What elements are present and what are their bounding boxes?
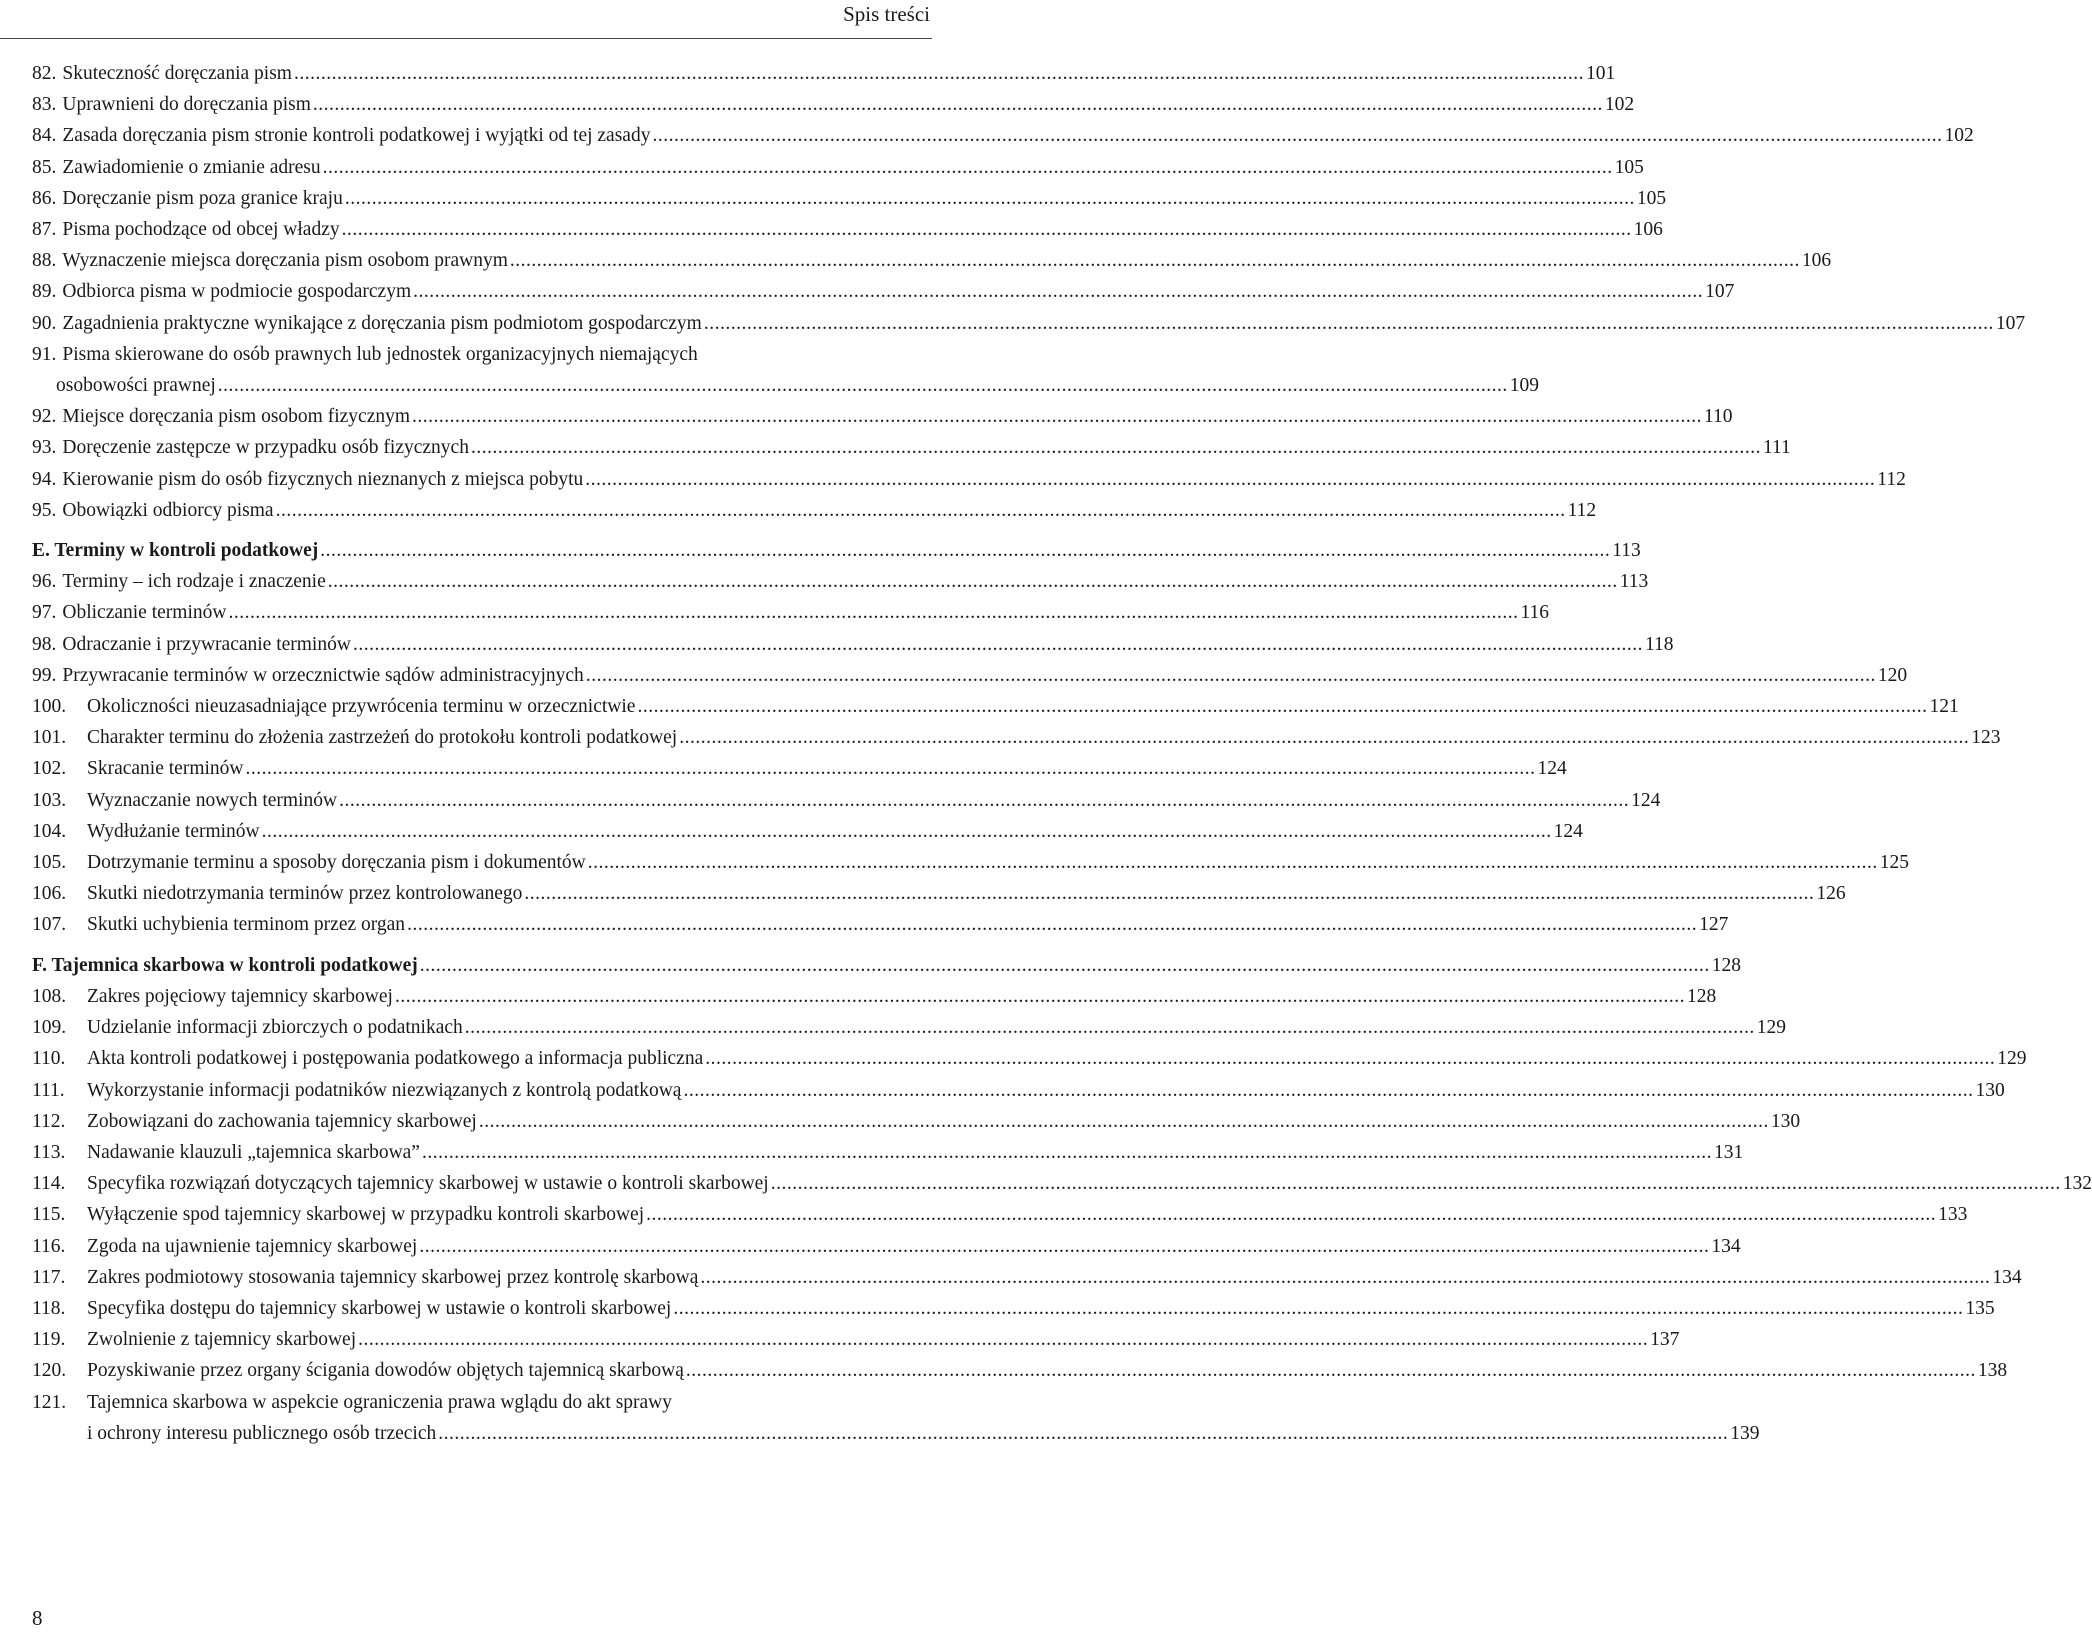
toc-entry[interactable] <box>32 308 2026 339</box>
toc-entry[interactable] <box>32 401 1733 432</box>
toc-entry-title: Miejsce doręczania pism osobom fizycznym <box>62 406 411 428</box>
toc-entry-page: 130 <box>1975 1079 2005 1101</box>
toc-entry-page: 107 <box>1705 281 1735 303</box>
toc-entry[interactable] <box>32 597 1549 628</box>
toc-entry-title: Specyfika dostępu do tajemnicy skarbowej w ustawie o kontroli skarbowej <box>87 1297 672 1319</box>
toc-entry-title: Odbiorca pisma w podmiocie gospodarczym <box>62 281 412 303</box>
toc-entry[interactable] <box>32 1293 1995 1324</box>
toc-section-page: 128 <box>1711 954 1741 976</box>
running-header <box>0 0 932 39</box>
toc-entry[interactable] <box>32 1324 1680 1355</box>
toc-entry-number: 110. <box>32 1048 66 1070</box>
leader-dots <box>679 722 1969 753</box>
toc-entry-page: 135 <box>1965 1297 1995 1319</box>
page-number: 8 <box>32 1606 43 1630</box>
toc-entry-page: 106 <box>1801 250 1832 272</box>
toc-entry-title: Kierowanie pism do osób fizycznych nieznanych z miejsca pobytu <box>62 468 584 490</box>
toc-entry[interactable] <box>32 276 1735 307</box>
toc-entry-title: Zasada doręczania pism stronie kontroli podatkowej i wyjątki od tej zasady <box>62 125 651 147</box>
toc-entry-number: 96. <box>32 571 57 593</box>
toc-entry-number: 109. <box>32 1017 67 1039</box>
toc-entry[interactable] <box>32 183 1667 214</box>
toc-entry[interactable] <box>32 722 2001 753</box>
toc-entry-title: Zwolnienie z tajemnicy skarbowej <box>87 1329 357 1351</box>
toc-entry-number: 100. <box>32 696 67 718</box>
toc-entry-number: 115. <box>32 1204 66 1226</box>
toc-entry[interactable] <box>32 660 1908 691</box>
leader-dots <box>342 214 1632 245</box>
toc-entry-number: 111. <box>32 1079 65 1101</box>
toc-entry[interactable] <box>32 152 1644 183</box>
toc-entry-title: Wyznaczanie nowych terminów <box>87 789 338 811</box>
toc-entry-title: Pisma skierowane do osób prawnych lub jednostek organizacyjnych niemających <box>62 343 698 365</box>
leader-dots <box>700 1262 1990 1293</box>
toc-entry[interactable] <box>32 1387 1760 1449</box>
toc-entry-number: 95. <box>32 499 57 521</box>
toc-entry-number: 82. <box>32 63 57 84</box>
toc-entry-title: Zakres pojęciowy tajemnicy skarbowej <box>87 985 393 1007</box>
toc-entry-title: Pisma pochodzące od obcej władzy <box>62 219 340 241</box>
leader-dots <box>395 981 1685 1012</box>
leader-dots <box>705 1043 1995 1074</box>
toc-entry[interactable] <box>32 1106 1801 1137</box>
toc-entry-page: 101 <box>1585 63 1616 84</box>
leader-dots <box>585 464 1875 495</box>
toc-entry-page: 120 <box>1877 664 1908 686</box>
toc-entry[interactable] <box>32 58 1616 89</box>
leader-dots <box>407 909 1697 940</box>
toc-entry[interactable] <box>32 214 1663 245</box>
toc-entry-number: 113. <box>32 1141 66 1163</box>
toc-section-title: E. Terminy w kontroli podatkowej <box>32 540 319 562</box>
leader-dots <box>673 1293 1963 1324</box>
toc-entry-page: 124 <box>1553 820 1583 842</box>
toc-entry-number: 112. <box>32 1110 66 1132</box>
toc-entry-page: 138 <box>1977 1360 2008 1382</box>
toc-entry-number: 114. <box>32 1173 66 1195</box>
toc-entry-title: Tajemnica skarbowa w aspekcie ograniczenia prawa wglądu do akt sprawy <box>87 1391 673 1413</box>
toc-entry-title: Akta kontroli podatkowej i postępowania podatkowego a informacja publiczna <box>87 1048 704 1070</box>
toc-entry-title: Specyfika rozwiązań dotyczących tajemnicy skarbowej w ustawie o kontroli skarbowej <box>87 1173 769 1195</box>
toc-entry[interactable] <box>32 432 1791 463</box>
leader-dots <box>328 566 1618 597</box>
leader-dots <box>465 1012 1755 1043</box>
toc-entry-title: Okoliczności nieuzasadniające przywrócenia terminu w orzecznictwie <box>87 696 636 718</box>
toc-entry-number: 121. <box>32 1391 67 1413</box>
leader-dots <box>413 276 1703 307</box>
leader-dots <box>313 89 1603 120</box>
toc-entry[interactable] <box>32 89 1635 120</box>
toc-section-page: 113 <box>1612 540 1641 562</box>
toc-entry-title: Obliczanie terminów <box>62 602 227 624</box>
toc-entry-page: 126 <box>1816 883 1846 905</box>
toc-entry-number: 103. <box>32 789 67 811</box>
leader-dots <box>637 691 1927 722</box>
toc-entry-number: 118. <box>32 1297 66 1319</box>
toc-entry[interactable] <box>32 981 1717 1012</box>
toc-entry[interactable] <box>32 464 1906 495</box>
toc-entry-page: 134 <box>1711 1235 1741 1257</box>
toc-entry-title-continued: osobowości prawnej <box>56 375 216 397</box>
leader-dots <box>471 432 1761 463</box>
toc-entry-page: 134 <box>1992 1266 2022 1288</box>
toc-entry-number: 91. <box>32 343 57 365</box>
leader-dots <box>358 1324 1648 1355</box>
leader-dots <box>228 597 1518 628</box>
toc-entry-title: Pozyskiwanie przez organy ścigania dowodów objętych tajemnicą skarbową <box>87 1360 684 1382</box>
toc-entry-number: 119. <box>32 1329 66 1351</box>
toc-entry-title: Skutki niedotrzymania terminów przez kontrolowanego <box>87 883 523 905</box>
toc-entry-title: Zakres podmiotowy stosowania tajemnicy skarbowej przez kontrolę skarbową <box>87 1266 699 1288</box>
leader-dots <box>420 950 1710 981</box>
leader-dots <box>320 535 1610 566</box>
toc-entry-page: 121 <box>1929 696 1959 718</box>
toc-entry-page: 132 <box>2062 1173 2092 1195</box>
leader-dots <box>652 120 1942 151</box>
leader-dots <box>646 1199 1936 1230</box>
toc-entry-page: 123 <box>1971 727 2001 749</box>
toc-entry[interactable] <box>32 629 1674 660</box>
toc-entry-title: Terminy – ich rodzaje i znaczenie <box>62 571 326 593</box>
toc-entry-number: 116. <box>32 1235 66 1257</box>
leader-dots <box>683 1075 1973 1106</box>
toc-entry[interactable] <box>32 1137 1744 1168</box>
toc-entry-number: 120. <box>32 1360 67 1382</box>
toc-entry[interactable] <box>32 847 1910 878</box>
toc-entry-number: 90. <box>32 312 57 334</box>
leader-dots <box>276 495 1566 526</box>
toc-entry-title: Udzielanie informacji zbiorczych o podatnikach <box>87 1017 463 1039</box>
leader-dots <box>438 1418 1728 1449</box>
leader-dots <box>479 1106 1769 1137</box>
toc-entry[interactable] <box>32 1262 2022 1293</box>
toc-entry-page: 128 <box>1686 985 1717 1007</box>
toc-entry-title: Wydłużanie terminów <box>87 820 260 842</box>
leader-dots <box>704 308 1994 339</box>
toc-entry-page: 109 <box>1509 375 1540 397</box>
toc-entry-page: 102 <box>1944 125 1974 147</box>
toc-entry-number: 108. <box>32 985 67 1007</box>
toc-entry-number: 106. <box>32 883 67 905</box>
toc-entry-page: 130 <box>1770 1110 1801 1132</box>
leader-dots <box>262 816 1552 847</box>
toc-entry[interactable] <box>32 245 1832 276</box>
toc-entry[interactable] <box>32 816 1583 847</box>
toc-entry-page: 106 <box>1633 219 1663 241</box>
toc-entry[interactable] <box>32 1012 1787 1043</box>
leader-dots <box>419 1231 1709 1262</box>
leader-dots <box>339 785 1629 816</box>
toc-entry-number: 102. <box>32 758 67 780</box>
toc-entry-page: 116 <box>1520 602 1549 624</box>
toc-entry-title-continued: i ochrony interesu publicznego osób trzecich <box>87 1422 437 1444</box>
leader-dots <box>345 183 1635 214</box>
leader-dots <box>686 1355 1976 1386</box>
toc-entry-title: Skuteczność doręczania pism <box>62 63 292 84</box>
leader-dots <box>422 1137 1712 1168</box>
toc-entry-page: 118 <box>1644 633 1674 655</box>
toc-entry[interactable] <box>32 753 1567 784</box>
toc-entry-page: 107 <box>1995 312 2026 334</box>
toc-entry-number: 86. <box>32 187 57 209</box>
toc-entry-number: 101. <box>32 727 67 749</box>
leader-dots <box>353 629 1643 660</box>
toc-entry-number: 94. <box>32 468 57 490</box>
toc-entry[interactable] <box>32 785 1661 816</box>
toc-entry[interactable] <box>32 1043 2027 1074</box>
toc-entry-page: 125 <box>1879 852 1910 874</box>
toc-entry-number: 107. <box>32 914 67 936</box>
toc-entry-number: 89. <box>32 281 57 303</box>
toc-entry-page: 124 <box>1631 789 1661 811</box>
toc-entry-page: 129 <box>1756 1017 1787 1039</box>
toc-entry-number: 93. <box>32 437 57 459</box>
toc-entry-number: 104. <box>32 820 67 842</box>
toc-section-title: F. Tajemnica skarbowa w kontroli podatkowej <box>32 954 418 976</box>
leader-dots <box>323 152 1613 183</box>
toc-entry-number: 87. <box>32 219 57 241</box>
toc-entry-page: 102 <box>1604 94 1635 116</box>
table-of-contents <box>32 58 2092 1449</box>
toc-entry-page: 105 <box>1614 156 1644 178</box>
toc-entry-number: 98. <box>32 633 57 655</box>
leader-dots <box>294 58 1584 89</box>
leader-dots <box>771 1168 2061 1199</box>
toc-entry[interactable] <box>32 1168 2092 1199</box>
leader-dots <box>510 245 1800 276</box>
toc-entry-title: Wykorzystanie informacji podatników niezwiązanych z kontrolą podatkową <box>87 1079 682 1101</box>
toc-entry-number: 88. <box>32 250 57 272</box>
toc-entry-page: 133 <box>1938 1204 1968 1226</box>
toc-entry-title: Doręczenie zastępcze w przypadku osób fizycznych <box>62 437 469 459</box>
toc-entry-title: Przywracanie terminów w orzecznictwie sądów administracyjnych <box>62 664 584 686</box>
leader-dots <box>218 370 1508 401</box>
toc-entry[interactable] <box>32 495 1597 526</box>
header-title: Spis treści <box>843 2 930 26</box>
toc-entry-number: 105. <box>32 852 67 874</box>
toc-entry[interactable] <box>32 1075 2005 1106</box>
toc-entry-number: 92. <box>32 406 57 428</box>
leader-dots <box>246 753 1536 784</box>
toc-entry-number: 85. <box>32 156 57 178</box>
toc-entry-title: Skutki uchybienia terminom przez organ <box>87 914 406 936</box>
toc-entry-title: Odraczanie i przywracanie terminów <box>62 633 351 655</box>
toc-entry[interactable] <box>32 120 1974 151</box>
toc-entry-page: 127 <box>1699 914 1729 936</box>
toc-entry-page: 112 <box>1567 499 1597 521</box>
toc-entry-page: 111 <box>1762 437 1791 459</box>
toc-entry[interactable] <box>32 1355 2008 1386</box>
toc-entry-page: 110 <box>1704 406 1733 428</box>
toc-entry-title: Wyłączenie spod tajemnicy skarbowej w przypadku kontroli skarbowej <box>87 1204 645 1226</box>
toc-entry-title: Uprawnieni do doręczania pism <box>62 94 311 116</box>
toc-entry[interactable] <box>32 1199 1968 1230</box>
toc-entry-title: Obowiązki odbiorcy pisma <box>62 499 274 521</box>
toc-entry-page: 124 <box>1537 758 1567 780</box>
toc-section-e[interactable] <box>32 535 1641 566</box>
toc-entry-number: 97. <box>32 602 57 624</box>
toc-entry-title: Charakter terminu do złożenia zastrzeżeń do protokołu kontroli podatkowej <box>87 727 678 749</box>
toc-entry-page: 137 <box>1650 1329 1680 1351</box>
leader-dots <box>412 401 1702 432</box>
toc-entry-title: Zgoda na ujawnienie tajemnicy skarbowej <box>87 1235 418 1257</box>
toc-entry-title: Zawiadomienie o zmianie adresu <box>62 156 321 178</box>
toc-entry-page: 112 <box>1877 468 1906 490</box>
toc-entry-title: Wyznaczenie miejsca doręczania pism osobom prawnym <box>62 250 508 272</box>
toc-entry-page: 113 <box>1619 571 1649 593</box>
toc-entry-number: 117. <box>32 1266 66 1288</box>
toc-entry-title: Dotrzymanie terminu a sposoby doręczania pism i dokumentów <box>87 852 586 874</box>
leader-dots <box>588 847 1878 878</box>
toc-entry-page: 139 <box>1730 1422 1760 1444</box>
toc-entry-number: 84. <box>32 125 57 147</box>
toc-section-f[interactable] <box>32 950 1741 981</box>
toc-entry-title: Doręczanie pism poza granice kraju <box>62 187 343 209</box>
toc-entry[interactable] <box>32 339 1540 401</box>
toc-entry-title: Zobowiązani do zachowania tajemnicy skarbowej <box>87 1110 477 1132</box>
leader-dots <box>524 878 1814 909</box>
leader-dots <box>586 660 1876 691</box>
toc-entry[interactable] <box>32 878 1846 909</box>
toc-entry-number: 99. <box>32 664 57 686</box>
toc-entry-page: 131 <box>1713 1141 1744 1163</box>
toc-entry-title: Skracanie terminów <box>87 758 244 780</box>
toc-entry-number: 83. <box>32 94 57 116</box>
toc-entry[interactable] <box>32 1231 1741 1262</box>
toc-entry-title: Nadawanie klauzuli „tajemnica skarbowa” <box>87 1141 420 1163</box>
toc-entry[interactable] <box>32 566 1649 597</box>
toc-entry-title: Zagadnienia praktyczne wynikające z doręczania pism podmiotom gospodarczym <box>62 312 702 334</box>
toc-entry[interactable] <box>32 909 1729 940</box>
toc-entry-page: 105 <box>1636 187 1667 209</box>
toc-entry[interactable] <box>32 691 1959 722</box>
toc-entry-page: 129 <box>1997 1048 2027 1070</box>
